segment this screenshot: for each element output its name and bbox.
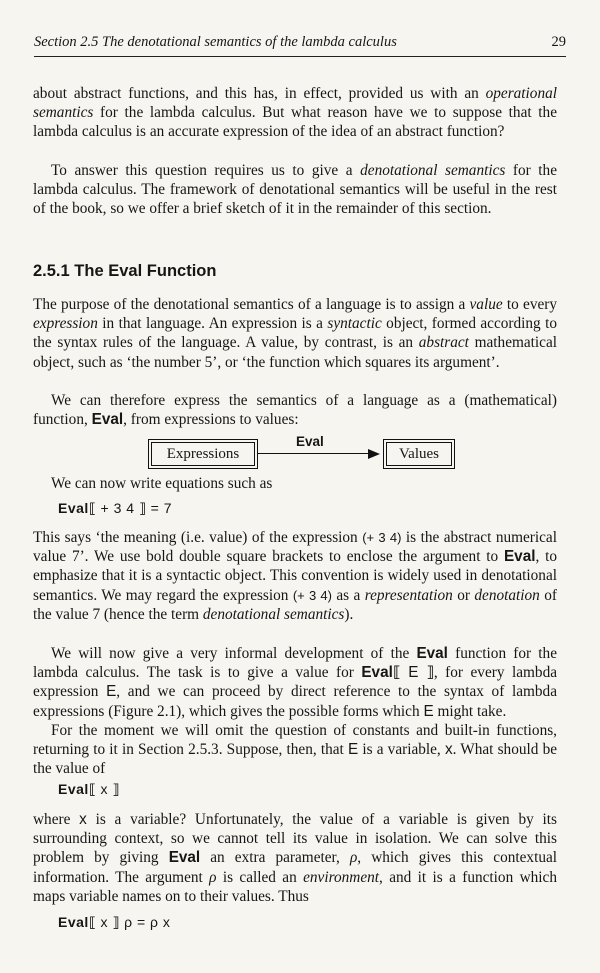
expression-variable: E	[106, 683, 117, 701]
text: is called an	[216, 868, 304, 886]
text: To answer this question requires us to give a	[51, 162, 361, 179]
page-number: 29	[551, 34, 566, 50]
text: We will now give a very informal development of the	[51, 645, 417, 662]
paragraph-equations-intro	[33, 474, 557, 493]
text: , and we can proceed by direct reference to the syntax of lambda expressions (Figure 2.1), which gives the possible forms which	[33, 683, 557, 720]
rho-symbol: ρ	[349, 849, 358, 867]
section-eval-keyword: Eval	[108, 262, 143, 280]
text: Function	[146, 262, 217, 280]
section-heading	[33, 262, 216, 281]
variable-x: x	[444, 741, 453, 759]
expression-variable: E	[347, 741, 359, 759]
text: , from expressions to values:	[123, 411, 299, 429]
text: as a	[331, 586, 365, 604]
emphasis: abstract	[418, 334, 469, 352]
equation-result: ρ = ρ x	[119, 914, 171, 930]
text: or	[452, 586, 475, 604]
text: , for every lambda expression	[33, 664, 558, 701]
eval-keyword: Eval	[58, 914, 89, 930]
text: . What should be the value of	[33, 741, 558, 778]
eval-keyword: Eval	[503, 548, 536, 566]
equation-eval-plus	[58, 500, 172, 517]
paragraph-eval-function	[33, 391, 557, 429]
text: , which gives this contextual information. The argument	[33, 849, 558, 886]
eval-keyword: Eval	[58, 500, 89, 516]
expressions-box: Expressions	[148, 439, 258, 469]
variable-x: x	[79, 811, 87, 828]
text: This says ‘the meaning (i.e. value) of the expression	[33, 529, 363, 546]
paragraph-omit-constants	[33, 721, 557, 779]
text: is a variable? Unfortunately, the value of a variable is given by its surrounding context, so we cannot tell its value in isolation. We can solve this problem by giving	[33, 811, 557, 867]
text: an extra parameter,	[200, 849, 350, 867]
text: where	[33, 811, 80, 828]
rho-symbol: ρ	[209, 868, 217, 886]
eval-keyword: Eval	[168, 849, 201, 867]
expression-variable: E	[423, 702, 434, 720]
text: of the value 7 (hence the term	[33, 586, 557, 623]
expression-variable: E	[400, 664, 427, 682]
section-number: 2.5.1	[33, 262, 70, 280]
semantic-bracket-open: ⟦	[88, 781, 97, 797]
text: to every	[502, 296, 557, 313]
semantic-bracket-open: ⟦	[392, 664, 401, 682]
emphasis: denotational semantics	[202, 605, 345, 623]
emphasis: denotational semantics	[360, 162, 506, 179]
eval-keyword: Eval	[416, 645, 448, 662]
text: function for the lambda calculus. The task is to give a value for	[33, 645, 557, 682]
code-expression: (+ 3 4)	[292, 587, 332, 603]
semantic-bracket-close: ⟧	[112, 781, 120, 797]
text: is the abstract numerical value 7’. We use bold double square brackets to enclose the argument to	[33, 529, 557, 566]
paragraph-purpose	[33, 295, 557, 372]
equation-body: + 3 4	[96, 500, 139, 516]
emphasis: environment	[303, 868, 380, 886]
semantic-bracket-close: ⟧	[426, 664, 434, 682]
semantic-bracket-close: ⟧	[112, 914, 120, 930]
semantic-bracket-open: ⟦	[88, 914, 97, 930]
eval-keyword: Eval	[91, 411, 124, 429]
semantic-bracket-open: ⟦	[88, 500, 97, 516]
equation-body: x	[96, 914, 113, 930]
paragraph-denotational-intro	[33, 161, 557, 219]
code-expression: (+ 3 4)	[362, 530, 402, 545]
text: The purpose of the denotational semantics of a language is to assign a	[33, 296, 470, 313]
text: We can therefore express the semantics of a language as a (mathematical) function,	[33, 392, 557, 429]
eval-keyword: Eval	[361, 664, 393, 682]
text: in that language. An expression is a	[97, 315, 328, 333]
emphasis: operational semantics	[33, 85, 557, 122]
eval-keyword: Eval	[58, 781, 89, 797]
text: object, formed according to the syntax rules of the language. A value, by contrast, is an	[33, 315, 558, 352]
text: We can now write equations such as	[51, 475, 273, 492]
emphasis: representation	[364, 586, 453, 604]
emphasis: syntactic	[327, 315, 382, 333]
arrow-head-icon	[368, 449, 380, 459]
paragraph-meaning	[33, 528, 557, 624]
equation-body: x	[96, 781, 113, 797]
arrow-line	[258, 453, 370, 454]
text: , and it is a function which maps variable names on to their values. Thus	[33, 868, 557, 905]
equation-eval-x	[58, 781, 120, 798]
text: for the lambda calculus. The framework of denotational semantics will be useful in the rest of the book, so we offer a brief sketch of it in the remainder of this section.	[33, 162, 557, 218]
text: might take.	[433, 702, 507, 720]
paragraph-abstract-functions	[33, 84, 557, 142]
text: The	[74, 262, 104, 280]
running-title: Section 2.5 The denotational semantics of the lambda calculus	[34, 34, 397, 50]
emphasis: expression	[33, 315, 98, 333]
running-header	[34, 34, 566, 57]
equation-result: = 7	[146, 500, 173, 516]
text: is a variable,	[358, 741, 445, 759]
paragraph-environment	[33, 810, 557, 906]
paragraph-informal-development	[33, 644, 557, 721]
values-box: Values	[383, 439, 455, 469]
emphasis: denotation	[474, 586, 540, 604]
text: For the moment we will omit the question of constants and built-in functions, returning to it in Section 2.5.3. Suppose, then, that	[33, 722, 557, 759]
text: about abstract functions, and this has, in effect, provided us with an	[33, 85, 486, 102]
semantic-bracket-close: ⟧	[138, 500, 147, 516]
text: for the lambda calculus. But what reason have we to suppose that the lambda calculus is an accurate expression of the idea of an abstract function?	[33, 104, 557, 141]
text: ).	[344, 605, 354, 623]
equation-eval-environment	[58, 914, 170, 931]
arrow-label: Eval	[296, 434, 324, 449]
emphasis: value	[469, 296, 503, 313]
text: , to emphasize that it is a syntactic object. This convention is widely used in denotational semantics. We may regard the expression	[33, 548, 557, 604]
text: mathematical object, such as ‘the number 5’, or ‘the function which squares its argument’.	[33, 334, 558, 371]
